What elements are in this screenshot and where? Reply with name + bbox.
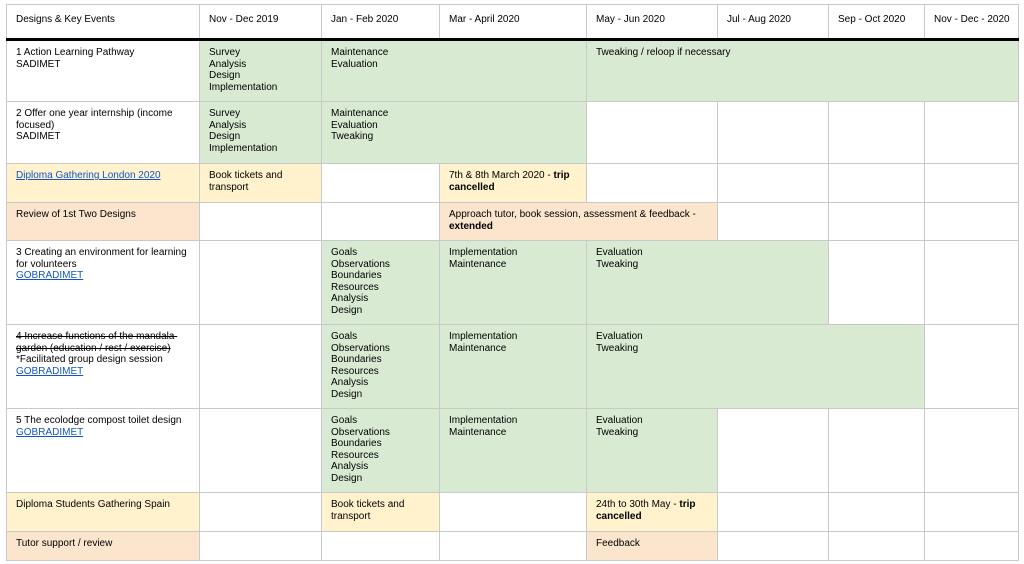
activity-line: Maintenance [331, 47, 389, 58]
row-label-cell[interactable] [7, 164, 200, 203]
row-subtitle: SADIMET [16, 58, 61, 70]
empty-cell[interactable] [925, 493, 1019, 532]
empty-cell[interactable] [925, 532, 1019, 561]
row-note: *Facilitated group design session [16, 354, 163, 365]
activity-cell[interactable] [322, 102, 587, 164]
table-row [7, 203, 1019, 241]
activity-line: Design [331, 304, 363, 316]
activity-line: Resources [331, 365, 379, 377]
row-label-cell[interactable] [7, 102, 200, 164]
row-label-cell[interactable] [7, 409, 200, 493]
empty-cell[interactable] [322, 203, 440, 241]
row-subtitle: SADIMET [16, 131, 61, 142]
activity-cell[interactable] [587, 409, 718, 493]
activity-line: 24th to 30th May - [596, 499, 680, 510]
empty-cell[interactable] [718, 532, 829, 561]
activity-line: Maintenance [449, 342, 507, 354]
empty-cell[interactable] [925, 164, 1019, 203]
row-title: Diploma Students Gathering Spain [16, 499, 170, 510]
activity-cell[interactable] [200, 164, 322, 203]
table-row [7, 325, 1019, 409]
table-row [7, 532, 1019, 561]
activity-line: Implementation [449, 247, 518, 258]
activity-cell[interactable] [440, 164, 587, 203]
activity-line: Resources [331, 281, 379, 293]
row-title: 5 The ecolodge compost toilet design [16, 415, 182, 426]
activity-cell[interactable] [440, 241, 587, 325]
empty-cell[interactable] [718, 409, 829, 493]
activity-line: Observations [331, 426, 390, 438]
empty-cell[interactable] [718, 164, 829, 203]
activity-cell[interactable] [587, 493, 718, 532]
activity-line: Approach tutor, book session, assessment & feedback - [449, 209, 696, 220]
activity-line: Evaluation [596, 331, 643, 342]
row-title: Tutor support / review [16, 538, 113, 549]
activity-line: Evaluation [596, 247, 643, 258]
empty-cell[interactable] [200, 325, 322, 409]
activity-line: Evaluation [596, 415, 643, 426]
header-mar-apr-2020[interactable]: Mar - April 2020 [440, 5, 587, 40]
empty-cell[interactable] [440, 493, 587, 532]
header-row [7, 5, 1019, 40]
status-text: trip cancelled [596, 499, 696, 522]
status-text: trip cancelled [449, 170, 570, 193]
empty-cell[interactable] [829, 164, 925, 203]
activity-line: Tweaking [331, 131, 374, 142]
row-title: 1 Action Learning Pathway [16, 47, 135, 58]
activity-line: Boundaries [331, 438, 382, 449]
activity-cell[interactable] [200, 102, 322, 164]
empty-cell[interactable] [322, 532, 440, 561]
activity-cell[interactable] [322, 493, 440, 532]
activity-line: Goals [331, 247, 358, 258]
activity-line: Survey [209, 108, 241, 119]
activity-cell[interactable] [587, 241, 829, 325]
activity-line: Resources [331, 449, 379, 461]
row-label-cell[interactable] [7, 325, 200, 409]
activity-line: Design [209, 70, 241, 81]
empty-cell[interactable] [925, 409, 1019, 493]
gobradimet-link[interactable]: GOBRADIMET [16, 426, 84, 438]
activity-line: Maintenance [449, 426, 507, 438]
activity-line: Goals [331, 415, 358, 426]
activity-line: Tweaking [596, 342, 639, 354]
gobradimet-link[interactable]: GOBRADIMET [16, 270, 84, 281]
activity-line: Analysis [209, 58, 247, 70]
empty-cell[interactable] [718, 493, 829, 532]
activity-line: 7th & 8th March 2020 - [449, 170, 554, 181]
status-text: extended [449, 220, 493, 232]
activity-line: Boundaries [331, 270, 382, 281]
row-title: Review of 1st Two Designs [16, 209, 136, 220]
activity-cell[interactable] [322, 241, 440, 325]
empty-cell[interactable] [200, 241, 322, 325]
activity-line: Analysis [209, 119, 247, 131]
row-label-cell[interactable] [7, 493, 200, 532]
header-jul-aug-2020[interactable]: Jul - Aug 2020 [718, 5, 829, 40]
empty-cell[interactable] [718, 102, 829, 164]
empty-cell[interactable] [200, 203, 322, 241]
activity-line: Feedback [596, 538, 640, 549]
activity-cell[interactable] [322, 325, 440, 409]
activity-cell[interactable] [440, 203, 718, 241]
activity-line: Tweaking [596, 258, 639, 270]
activity-cell[interactable] [200, 40, 322, 102]
activity-line: Implementation [449, 415, 518, 426]
activity-line: Tweaking / reloop if necessary [596, 47, 731, 58]
activity-cell[interactable] [322, 409, 440, 493]
activity-line: Design [331, 388, 363, 400]
empty-cell[interactable] [829, 203, 925, 241]
empty-cell[interactable] [440, 532, 587, 561]
empty-cell[interactable] [925, 203, 1019, 241]
schedule-table [6, 4, 1019, 561]
empty-cell[interactable] [587, 102, 718, 164]
table-row [7, 409, 1019, 493]
header-nov-dec-2019[interactable]: Nov - Dec 2019 [200, 5, 322, 40]
row-title: 2 Offer one year internship (income focused) [16, 108, 176, 131]
activity-line: Maintenance [449, 258, 507, 270]
diploma-gathering-link[interactable]: Diploma Gathering London 2020 [16, 170, 161, 181]
activity-cell[interactable] [440, 409, 587, 493]
empty-cell[interactable] [587, 164, 718, 203]
row-label-cell[interactable] [7, 203, 200, 241]
activity-line: Implementation [209, 142, 278, 154]
empty-cell[interactable] [829, 409, 925, 493]
header-nov-dec-2020[interactable]: Nov - Dec - 2020 [925, 5, 1019, 40]
activity-line: Book tickets and transport [331, 499, 408, 522]
row-label-cell[interactable] [7, 40, 200, 102]
activity-cell[interactable] [587, 40, 1019, 102]
activity-line: Observations [331, 258, 390, 270]
empty-cell[interactable] [200, 493, 322, 532]
header-designs[interactable]: Designs & Key Events [7, 5, 200, 40]
empty-cell[interactable] [925, 325, 1019, 409]
empty-cell[interactable] [200, 532, 322, 561]
table-row [7, 102, 1019, 164]
activity-line: Design [209, 131, 241, 142]
empty-cell[interactable] [829, 493, 925, 532]
activity-line: Analysis [331, 293, 369, 304]
empty-cell[interactable] [200, 409, 322, 493]
table-row [7, 241, 1019, 325]
activity-line: Tweaking [596, 426, 639, 438]
empty-cell[interactable] [925, 241, 1019, 325]
empty-cell[interactable] [829, 102, 925, 164]
activity-line: Analysis [331, 461, 369, 472]
activity-line: Analysis [331, 377, 369, 388]
activity-line: Maintenance [331, 108, 389, 119]
gobradimet-link[interactable]: GOBRADIMET [16, 365, 84, 377]
empty-cell[interactable] [925, 102, 1019, 164]
empty-cell[interactable] [829, 241, 925, 325]
activity-line: Observations [331, 342, 390, 354]
activity-cell[interactable] [322, 40, 587, 102]
row-label-cell[interactable] [7, 532, 200, 561]
table-row [7, 164, 1019, 203]
activity-line: Design [331, 472, 363, 484]
activity-line: Book tickets and transport [209, 170, 286, 193]
empty-cell[interactable] [718, 203, 829, 241]
header-may-jun-2020[interactable]: May - Jun 2020 [587, 5, 718, 40]
table-row [7, 40, 1019, 102]
empty-cell[interactable] [322, 164, 440, 203]
activity-cell[interactable] [440, 325, 587, 409]
row-title: 3 Creating an environment for learning for volunteers [16, 247, 190, 270]
activity-line: Implementation [449, 331, 518, 342]
header-sep-oct-2020[interactable]: Sep - Oct 2020 [829, 5, 925, 40]
activity-line: Evaluation [331, 119, 378, 131]
header-jan-feb-2020[interactable]: Jan - Feb 2020 [322, 5, 440, 40]
activity-line: Boundaries [331, 354, 382, 365]
row-title-struck: 4 Increase functions of the mandala garden (education / rest / exercise) [16, 331, 178, 354]
activity-line: Evaluation [331, 58, 378, 70]
activity-line: Goals [331, 331, 358, 342]
activity-cell[interactable] [587, 532, 718, 561]
table-row [7, 493, 1019, 532]
row-label-cell[interactable] [7, 241, 200, 325]
activity-line: Survey [209, 47, 241, 58]
activity-line: Implementation [209, 81, 278, 93]
empty-cell[interactable] [829, 532, 925, 561]
activity-cell[interactable] [587, 325, 925, 409]
